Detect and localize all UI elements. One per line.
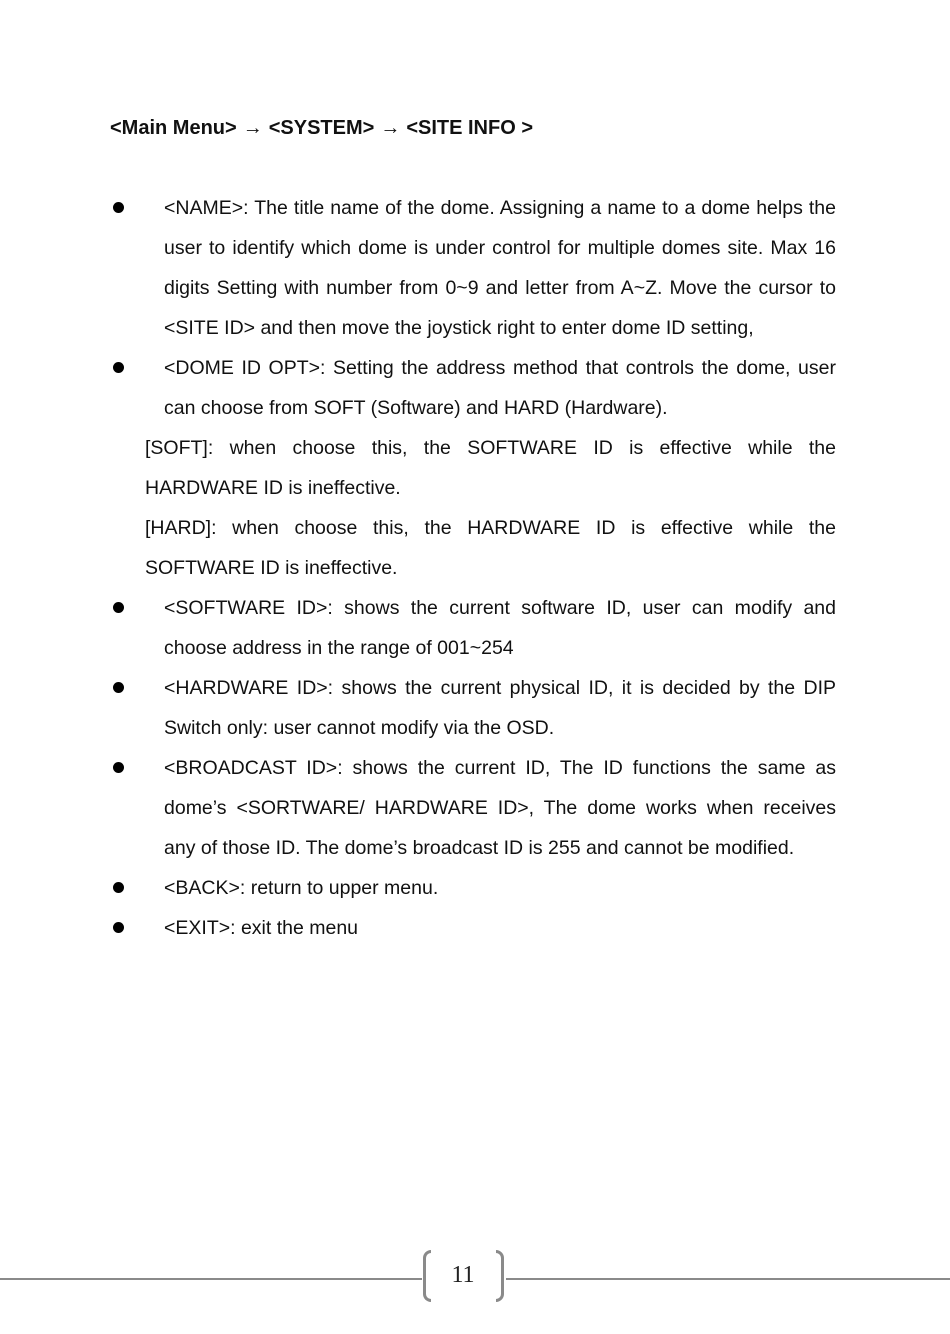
bullet-icon [113,362,124,373]
list-item-text: <BACK>: return to upper menu. [164,877,439,899]
list-item-text: <HARDWARE ID>: shows the current physical ID, it is decided by the DIP Switch only: user cannot modify via the OSD. [164,677,836,739]
page-number: 11 [451,1262,475,1288]
arrow-right-icon: → [242,117,263,139]
bullet-icon [113,602,124,613]
list-item-text: <SOFTWARE ID>: shows the current software ID, user can modify and choose address in the range of 001~254 [164,597,836,659]
bullet-icon [113,882,124,893]
list-item-text: <EXIT>: exit the menu [164,917,359,939]
bullet-icon [113,682,124,693]
list-item-back [110,868,836,908]
heading-main-menu: <Main Menu> [110,117,237,139]
list-item-hardware-id [110,668,836,748]
list-item-broadcast-id [110,748,836,868]
arrow-right-icon: → [380,117,401,139]
list-item-exit [110,908,836,948]
bullet-icon [113,762,124,773]
menu-path-heading [110,113,533,143]
footer-divider-right [506,1278,950,1280]
page-number-left-bracket [423,1250,431,1302]
list-item-text: <BROADCAST ID>: shows the current ID, The ID functions the same as dome’s <SORTWARE/ HARDWARE ID>, The dome works when receives any of those ID. The dome’s broadcast ID is 255 and cannot be modified. [164,757,836,859]
sub-item-soft: [SOFT]: when choose this, the SOFTWARE ID is effective while the HARDWARE ID is ineffective. [145,437,836,499]
list-item-software-id [110,588,836,668]
list-item-text: <DOME ID OPT>: Setting the address method that controls the dome, user can choose from SOFT (Software) and HARD (Hardware). [164,357,836,419]
sub-item-hard: [HARD]: when choose this, the HARDWARE ID is effective while the SOFTWARE ID is ineffective. [145,517,836,579]
page-number-right-bracket [496,1250,504,1302]
heading-system: <SYSTEM> [268,117,375,139]
bullet-icon [113,922,124,933]
list-item-dome-id-opt [110,348,836,428]
footer-divider-left [0,1278,422,1280]
list-item-name [110,188,836,348]
site-info-description [110,188,836,948]
bullet-icon [113,202,124,213]
heading-site-info: <SITE INFO > [406,117,534,139]
list-item-text: <NAME>: The title name of the dome. Assigning a name to a dome helps the user to identify which dome is under control for multiple domes site. Max 16 digits Setting with number from 0~9 and letter from A~Z. Move the cursor to <SITE ID> and then move the joystick right to enter dome ID setting, [164,197,836,339]
